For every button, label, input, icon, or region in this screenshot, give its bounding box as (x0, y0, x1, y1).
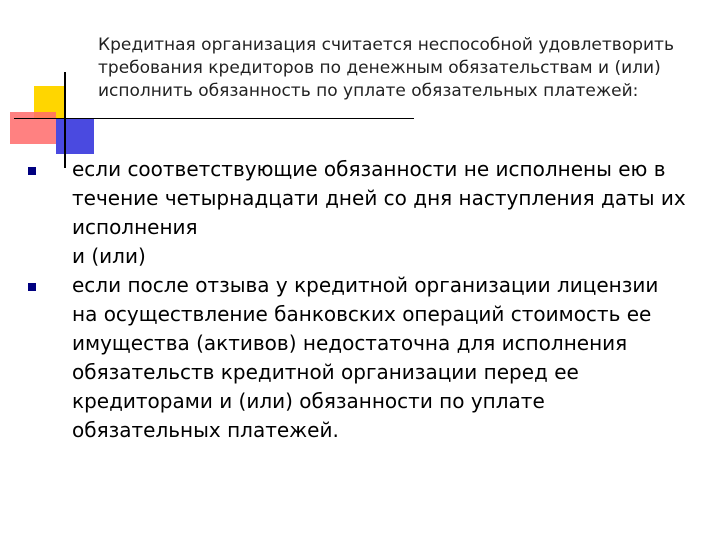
bullet-item (28, 155, 688, 271)
bullet-text: если соответствующие обязанности не исполнены ею в течение четырнадцати дней со дня наступления даты их исполнения и (или) (72, 157, 686, 268)
bullet-list (28, 155, 688, 445)
ornament-red-square (10, 112, 56, 144)
bullet-item (28, 271, 688, 445)
bullet-text: если после отзыва у кредитной организации лицензии на осуществление банковских операций стоимость ее имущества (активов) недостаточна для исполнения обязательств кредитной организации перед ее кредиторами и (или) обязанности по уплате обязательных платежей. (72, 273, 659, 442)
ornament-horizontal-line (14, 118, 414, 119)
ornament-vertical-line (64, 72, 66, 168)
square-bullet-icon (28, 283, 36, 291)
slide-title: Кредитная организация считается неспособной удовлетворить требования кредиторов по денежным обязательствам и (или) исполнить обязанность по уплате обязательных платежей: (98, 35, 674, 101)
ornament-blue-square (56, 118, 94, 154)
square-bullet-icon (28, 167, 36, 175)
